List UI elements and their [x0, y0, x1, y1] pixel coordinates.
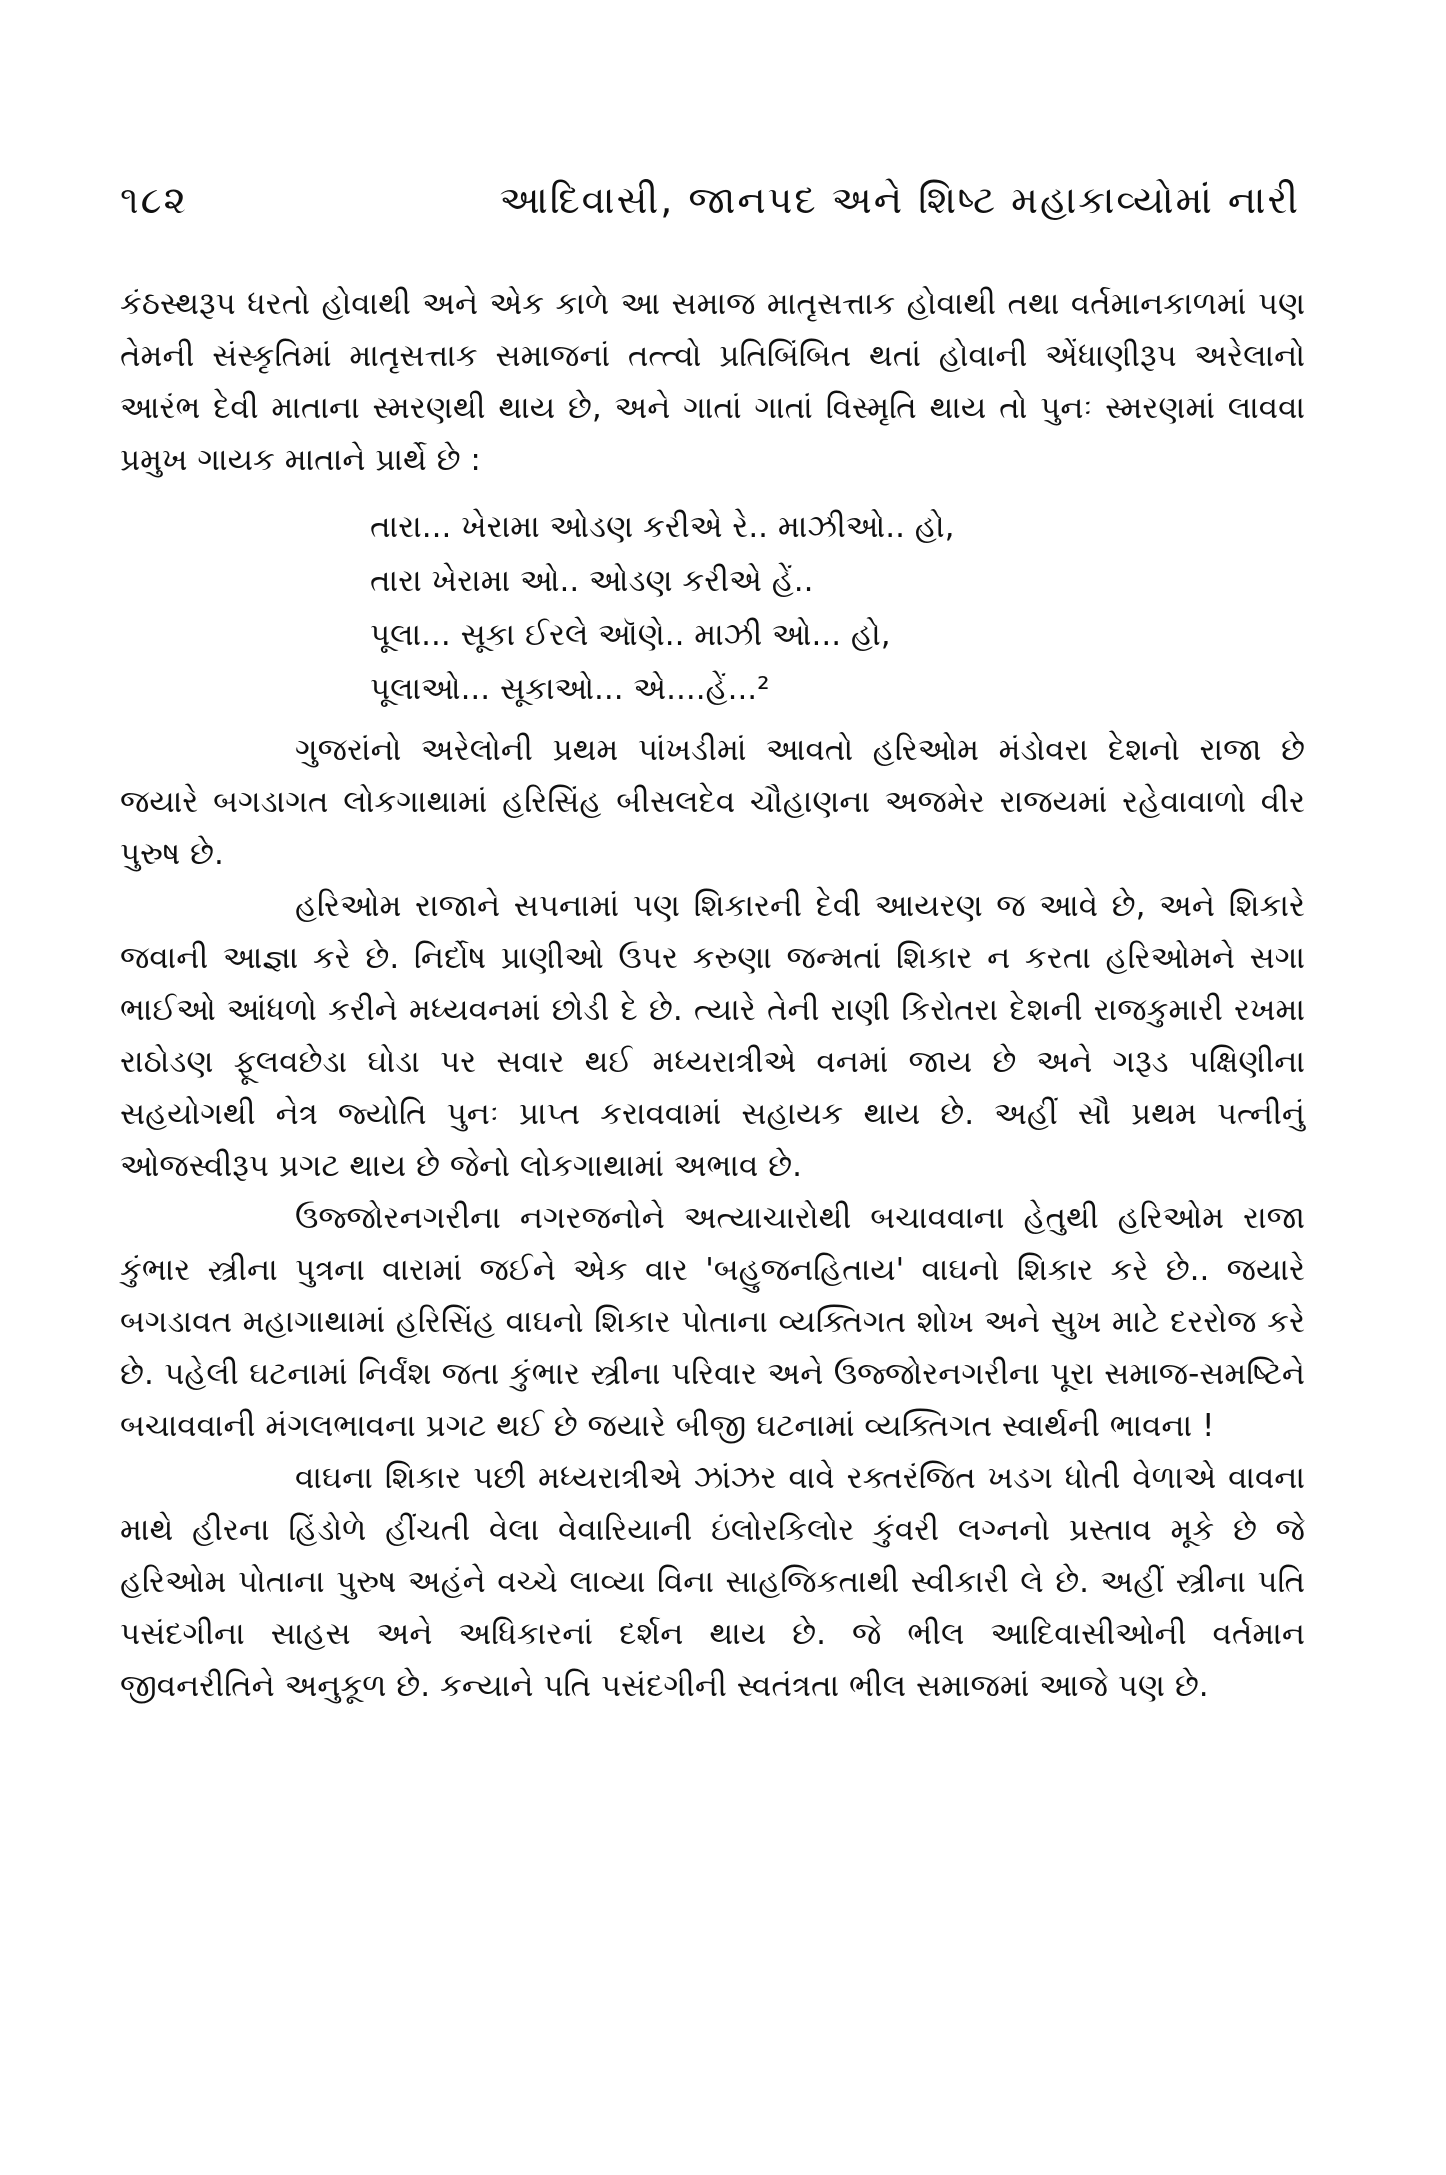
verse-block: [370, 500, 1305, 716]
paragraph: વાઘના શિકાર પછી મધ્યરાત્રીએ ઝાંઝર વાવે રક્તરંજિત ખડગ ધોતી વેળાએ વાવના માથે હીરના હિંડોળે હીંચતી વેલા વેવારિયાની ઇંલોરકિલોર કુંવરી લગ્નનો પ્રસ્તાવ મૂકે છે જે હરિઓમ પોતાના પુરુષ અહંને વચ્ચે લાવ્યા વિના સાહજિકતાથી સ્વીકારી લે છે. અહીં સ્ત્રીના પતિ પસંદગીના સાહસ અને અધિકારનાં દર્શન થાય છે. જે ભીલ આદિવાસીઓની વર્તમાન જીવનરીતિને અનુકૂળ છે. કન્યાને પતિ પસંદગીની સ્વતંત્રતા ભીલ સમાજમાં આજે પણ છે.: [120, 1460, 1305, 1704]
paragraph: હરિઓમ રાજાને સપનામાં પણ શિકારની દેવી આયરણ જ આવે છે, અને શિકારે જવાની આજ્ઞા કરે છે. નિર્દોષ પ્રાણીઓ ઉપર કરુણા જન્મતાં શિકાર ન કરતા હરિઓમને સગા ભાઈઓ આંધળો કરીને મધ્યવનમાં છોડી દે છે. ત્યારે તેની રાણી કિરોતરા દેશની રાજકુમારી રખમા રાઠોડણ ફૂલવછેડા ઘોડા પર સવાર થઈ મધ્યરાત્રીએ વનમાં જાય છે અને ગરૂડ પક્ષિણીના સહયોગથી નેત્ર જ્યોતિ પુનઃ પ્રાપ્ત કરાવવામાં સહાયક થાય છે. અહીં સૌ પ્રથમ પત્નીનું ઓજસ્વીરૂપ પ્રગટ થાય છે જેનો લોકગાથામાં અભાવ છે.: [120, 888, 1305, 1184]
paragraph: ઉજ્જોરનગરીના નગરજનોને અત્યાચારોથી બચાવવાના હેતુથી હરિઓમ રાજા કુંભાર સ્ત્રીના પુત્રના વારામાં જઈને એક વાર 'બહુજનહિતાય' વાઘનો શિકાર કરે છે.. જયારે બગડાવત મહાગાથામાં હરિસિંહ વાઘનો શિકાર પોતાના વ્યક્તિગત શોખ અને સુખ માટે દરરોજ કરે છે. પહેલી ઘટનામાં નિર્વંશ જતા કુંભાર સ્ત્રીના પરિવાર અને ઉજ્જોરનગરીના પૂરા સમાજ-સમષ્ટિને બચાવવાની મંગલભાવના પ્રગટ થઈ છે જયારે બીજી ઘટનામાં વ્યક્તિગત સ્વાર્થની ભાવના !: [120, 1200, 1305, 1444]
verse-line: પૂલાઓ... સૂકાઓ... એ....હેં...²: [370, 671, 770, 707]
page-body: [120, 278, 1305, 1712]
verse-line: તારા ખેરામા ઓ.. ઓડણ કરીએ હેં..: [370, 563, 814, 599]
verse-line: પૂલા... સૂકા ઈરલે ઑણે.. માઝી ઓ... હો,: [370, 617, 891, 653]
page-header: [120, 178, 1300, 238]
paragraph: ગુજરાંનો અરેલોની પ્રથમ પાંખડીમાં આવતો હરિઓમ મંડોવરા દેશનો રાજા છે જયારે બગડાગત લોકગાથામાં હરિસિંહ બીસલદેવ ચૌહાણના અજમેર રાજયમાં રહેવાવાળો વીર પુરુષ છે.: [120, 732, 1305, 872]
running-title: આદિવાસી, જાનપદ અને શિષ્ટ મહાકાવ્યોમાં નારી: [499, 178, 1300, 222]
verse-line: તારા... ખેરામા ઓડણ કરીએ રે.. માઝીઓ.. હો,: [370, 509, 955, 545]
opening-paragraph: કંઠસ્થરૂપ ધરતો હોવાથી અને એક કાળે આ સમાજ માતૃસત્તાક હોવાથી તથા વર્તમાનકાળમાં પણ તેમની સંસ્કૃતિમાં માતૃસત્તાક સમાજનાં તત્ત્વો પ્રતિબિંબિત થતાં હોવાની એંધાણીરૂપ અરેલાનો આરંભ દેવી માતાના સ્મરણથી થાય છે, અને ગાતાં ગાતાં વિસ્મૃતિ થાય તો પુનઃ સ્મરણમાં લાવવા પ્રમુખ ગાયક માતાને પ્રાર્થે છે :: [120, 286, 1305, 478]
page-number: ૧૮૨: [120, 178, 188, 222]
